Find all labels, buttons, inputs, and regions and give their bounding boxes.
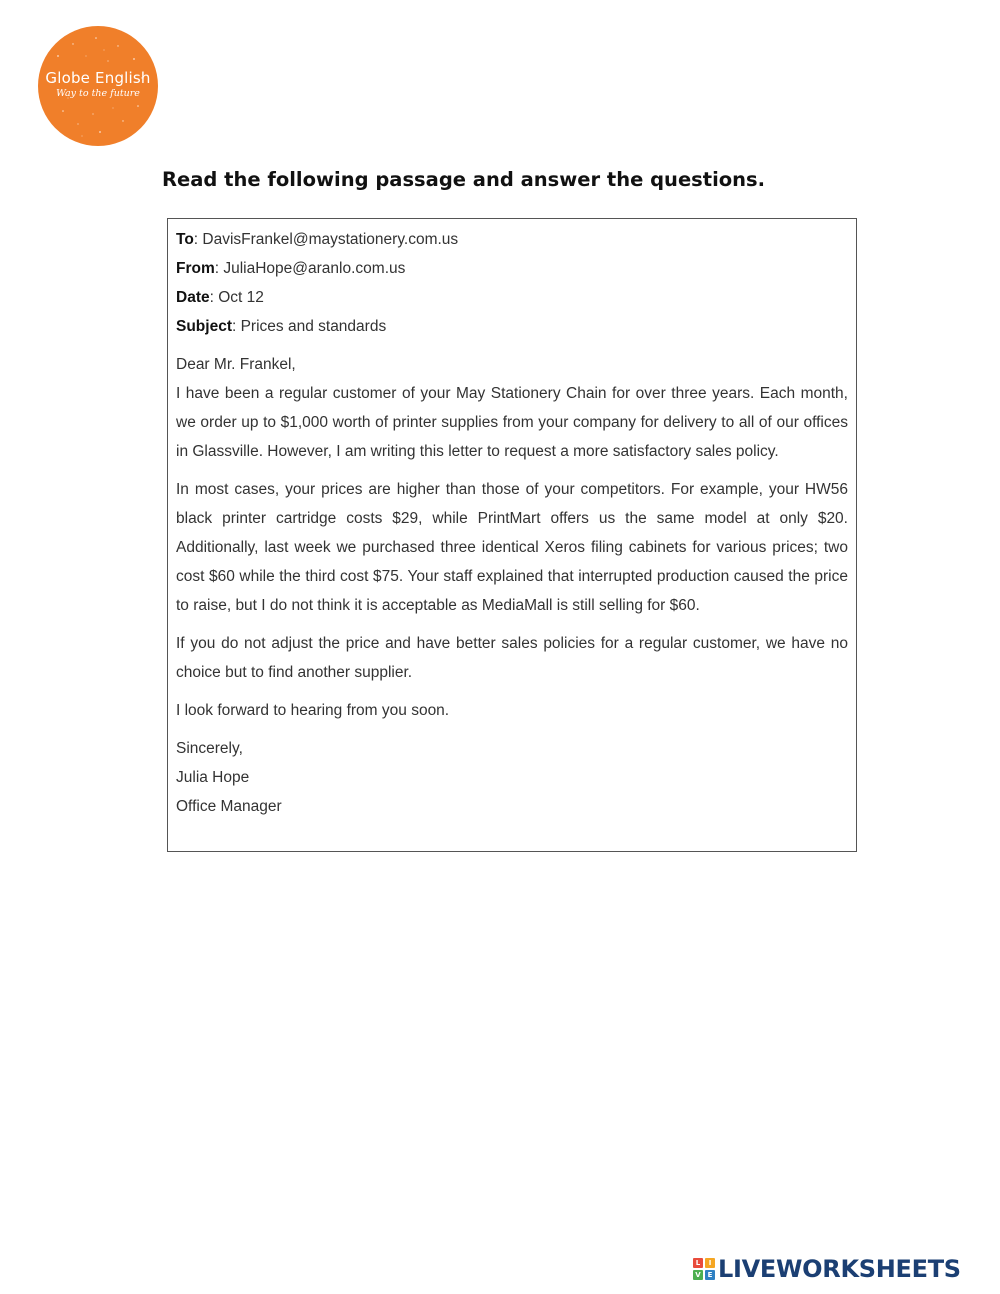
email-subject-line: [176, 312, 848, 341]
liveworksheets-footer-logo: [693, 1253, 961, 1285]
email-date-line: [176, 283, 848, 312]
email-salutation: Dear Mr. Frankel,: [176, 356, 296, 373]
email-from-label: From: [176, 260, 215, 277]
email-to-line: [176, 225, 848, 254]
email-closing: Sincerely,: [176, 740, 243, 757]
live-badge-letter: E: [705, 1270, 715, 1280]
email-subject-value: : Prices and standards: [231, 318, 387, 335]
email-paragraph-3: If you do not adjust the price and have better sales policies for a regular customer, we have no choice but to find another supplier.: [176, 635, 848, 681]
email-date-value: : Oct 12: [209, 289, 264, 306]
live-badge-icon: [693, 1258, 715, 1280]
live-badge-letter: I: [705, 1258, 715, 1268]
live-badge-letter: L: [693, 1258, 703, 1268]
liveworksheets-wordmark: LIVEWORKSHEETS: [718, 1255, 961, 1283]
email-to-value: : DavisFrankel@maystationery.com.us: [193, 231, 459, 248]
email-from-value: : JuliaHope@aranlo.com.us: [214, 260, 406, 277]
email-signature-block: [176, 734, 848, 821]
email-paragraph-4: I look forward to hearing from you soon.: [176, 702, 450, 719]
email-paragraph-1: I have been a regular customer of your May Stationery Chain for over three years. Each month, we order up to $1,000 worth of printer supplies from your company for delivery to all of our offices in Glassville. However, I am writing this letter to request a more satisfactory sales policy.: [176, 385, 848, 460]
email-from-line: [176, 254, 848, 283]
email-signer-name: Julia Hope: [176, 769, 250, 786]
live-badge-letter: V: [693, 1270, 703, 1280]
email-passage-box: [167, 218, 857, 852]
instruction-heading: Read the following passage and answer the questions.: [162, 168, 766, 191]
email-signer-title: Office Manager: [176, 798, 282, 815]
email-to-label: To: [176, 231, 194, 248]
logo-brand-name: Globe English: [45, 69, 151, 87]
email-date-label: Date: [176, 289, 210, 306]
logo-tagline: Way to the future: [56, 88, 140, 99]
globe-english-logo: [38, 26, 158, 146]
email-paragraph-2: In most cases, your prices are higher than those of your competitors. For example, your HW56 black printer cartridge costs $29, while PrintMart offers us the same model at only $20. Additionally, last week we purchased three identical Xeros filing cabinets for various prices; two cost $60 while the third cost $75. Your staff explained that interrupted production caused the price to raise, but I do not think it is acceptable as MediaMall is still selling for $60.: [176, 481, 848, 614]
email-subject-label: Subject: [176, 318, 232, 335]
